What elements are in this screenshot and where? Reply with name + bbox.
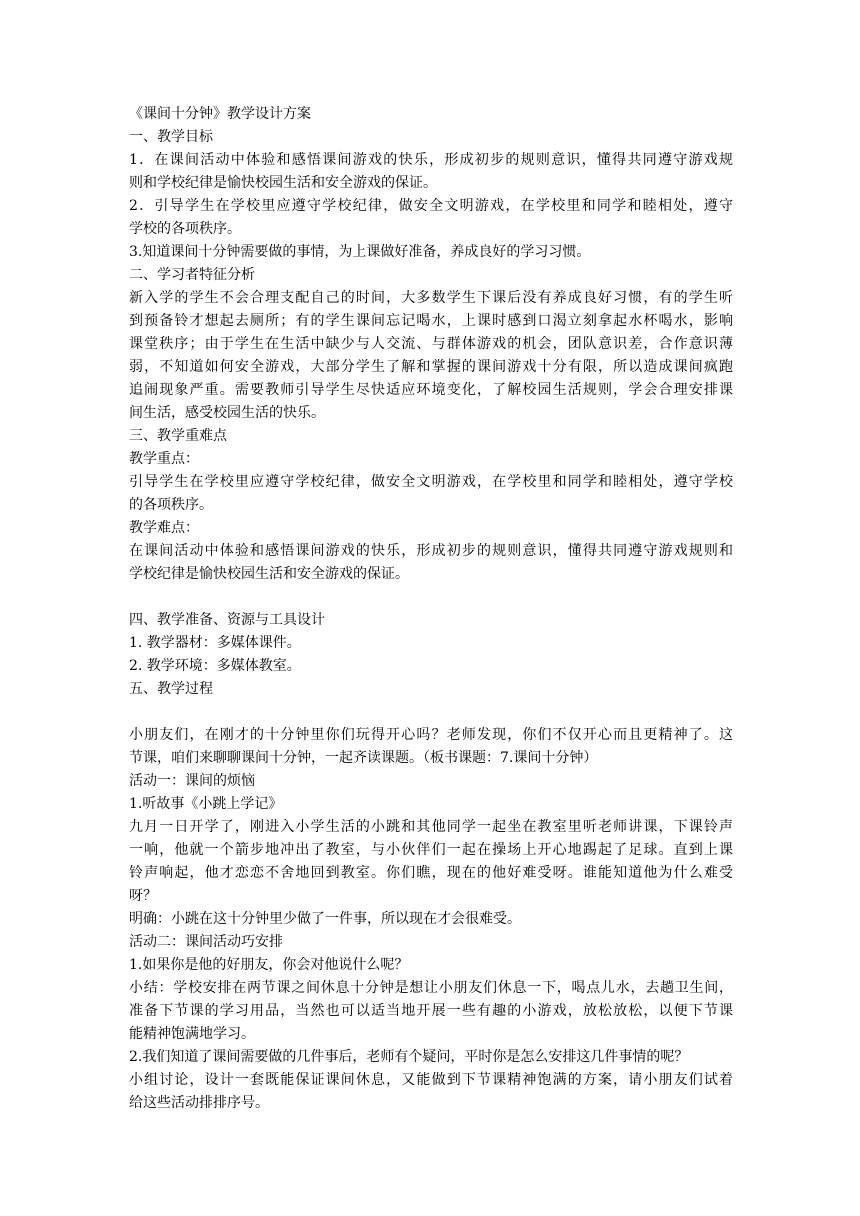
key-point-line-1: 引导学生在学校里应遵守学校纪律，做安全文明游戏，在学校里和同学和睦相处，遵守学校 xyxy=(129,474,733,490)
blank-line xyxy=(129,701,733,724)
objective-2-line-1: 2．引导学生在学校里应遵守学校纪律，做安全文明游戏，在学校里和同学和睦相处，遵守 xyxy=(129,198,733,214)
story-line-2: 一响，他就一个箭步地冲出了教室，与小伙伴们一起在操场上开心地踢起了足球。直到上课 xyxy=(129,842,733,858)
difficulty-line-2: 学校纪律是愉快校园生活和安全游戏的保证。 xyxy=(129,566,409,582)
section-heading-learners: 二、学习者特征分析 xyxy=(129,267,255,283)
preparation-item-1: 1. 教学器材：多媒体课件。 xyxy=(129,635,301,651)
document-title: 《课间十分钟》教学设计方案 xyxy=(129,106,311,122)
story-line-3: 铃声响起，他才恋恋不舍地回到教室。你们瞧，现在的他好难受呀。谁能知道他为什么难受 xyxy=(129,865,733,881)
discussion-line-2: 给这些活动排排序号。 xyxy=(129,1095,269,1111)
summary-line-2: 准备下节课的学习用品，当然也可以适当地开展一些有趣的小游戏，放松放松，以便下节课 xyxy=(129,1003,733,1019)
key-point-line-2: 的各项秩序。 xyxy=(129,497,213,513)
learners-line-6: 间生活，感受校园生活的快乐。 xyxy=(129,405,325,421)
objective-3: 3.知道课间十分钟需要做的事情，为上课做好准备，养成良好的学习习惯。 xyxy=(129,244,591,260)
objective-1-line-1: 1．在课间活动中体验和感悟课间游戏的快乐，形成初步的规则意识，懂得共同遵守游戏规 xyxy=(129,152,733,168)
learners-line-2: 到预备铃才想起去厕所；有的学生课间忘记喝水，上课时感到口渴立刻拿起水杯喝水，影响 xyxy=(129,313,733,329)
key-point-label: 教学重点： xyxy=(129,451,199,467)
activity-2-heading: 活动二：课间活动巧安排 xyxy=(129,934,283,950)
blank-line xyxy=(129,586,733,609)
section-heading-key-points: 三、教学重难点 xyxy=(129,428,227,444)
summary-line-3: 能精神饱满地学习。 xyxy=(129,1026,255,1042)
preparation-item-2: 2. 教学环境：多媒体教室。 xyxy=(129,658,301,674)
objective-2-line-2: 学校的各项秩序。 xyxy=(129,221,241,237)
activity-2-question-2: 2.我们知道了课间需要做的几件事后，老师有个疑问，平时你是怎么安排这几件事情的呢？ xyxy=(129,1049,689,1065)
learners-line-5: 追闹现象严重。需要教师引导学生尽快适应环境变化，了解校园生活规则，学会合理安排课 xyxy=(129,382,733,398)
intro-line-1: 小朋友们，在刚才的十分钟里你们玩得开心吗？老师发现，你们不仅开心而且更精神了。这 xyxy=(129,727,733,743)
learners-line-3: 课堂秩序；由于学生在生活中缺少与人交流、与群体游戏的机会，团队意识差，合作意识薄 xyxy=(129,336,733,352)
story-line-1: 九月一日开学了，刚进入小学生活的小跳和其他同学一起坐在教室里听老师讲课，下课铃声 xyxy=(129,819,733,835)
intro-line-2: 节课，咱们来聊聊课间十分钟，一起齐读课题。（板书课题：7.课间十分钟） xyxy=(129,750,598,766)
document-body xyxy=(129,103,733,1115)
learners-line-4: 弱，不知道如何安全游戏，大部分学生了解和掌握的课间游戏十分有限，所以造成课间疯跑 xyxy=(129,359,733,375)
difficulty-label: 教学难点： xyxy=(129,520,199,536)
difficulty-line-1: 在课间活动中体验和感悟课间游戏的快乐，形成初步的规则意识，懂得共同遵守游戏规则和 xyxy=(129,543,733,559)
summary-line-1: 小结：学校安排在两节课之间休息十分钟是想让小朋友们休息一下，喝点儿水，去趟卫生间， xyxy=(129,980,733,996)
activity-1-story-title: 1.听故事《小跳上学记》 xyxy=(129,796,283,812)
learners-line-1: 新入学的学生不会合理支配自己的时间，大多数学生下课后没有养成良好习惯，有的学生听 xyxy=(129,290,733,306)
activity-2-question-1: 1.如果你是他的好朋友，你会对他说什么呢？ xyxy=(129,957,409,973)
activity-1-clarify: 明确：小跳在这十分钟里少做了一件事，所以现在才会很难受。 xyxy=(129,911,521,927)
section-heading-objectives: 一、教学目标 xyxy=(129,129,213,145)
story-line-4: 呀？ xyxy=(129,888,157,904)
section-heading-process: 五、教学过程 xyxy=(129,681,213,697)
objective-1-line-2: 则和学校纪律是愉快校园生活和安全游戏的保证。 xyxy=(129,175,437,191)
discussion-line-1: 小组讨论，设计一套既能保证课间休息，又能做到下节课精神饱满的方案，请小朋友们试着 xyxy=(129,1072,733,1088)
section-heading-preparation: 四、教学准备、资源与工具设计 xyxy=(129,612,325,628)
activity-1-heading: 活动一：课间的烦恼 xyxy=(129,773,255,789)
